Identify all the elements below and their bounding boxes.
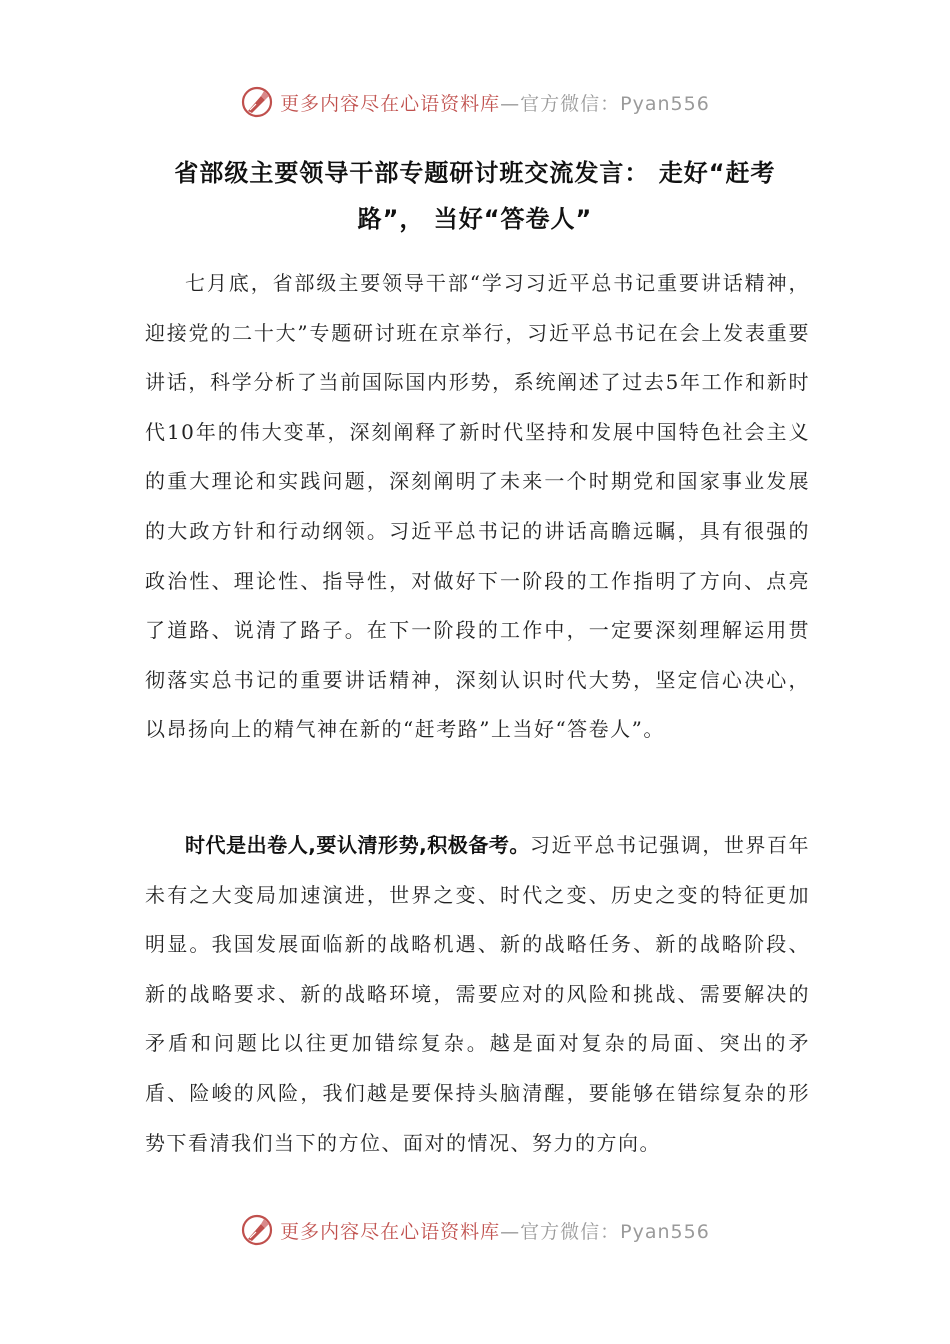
paragraph-body: 习近平总书记强调，世界百年未有之大变局加速演进，世界之变、时代之变、历史之变的特征更加明显。我国发展面临新的战略机遇、新的战略任务、新的战略阶段、新的战略要求、新的战略环境，需要应对的风险和挑战、需要解决的矛盾和问题比以往更加错综复杂。越是面对复杂的局面、突出的矛盾、险峻的风险，我们越是要保持头脑清醒，要能够在错综复杂的形势下看清我们当下的方位、面对的情况、努力的方向。 (145, 833, 811, 1155)
document-title: 省部级主要领导干部专题研讨班交流发言： 走好“赶考路”， 当好“答卷人” (174, 159, 776, 233)
footer-banner (0, 1210, 950, 1250)
paragraph-body: 七月底，省部级主要领导干部“学习习近平总书记重要讲话精神，迎接党的二十大”专题研讨班在京举行，习近平总书记在会上发表重要讲话，科学分析了当前国际国内形势，系统阐述了过去5年工作和新时代10年的伟大变革，深刻阐释了新时代坚持和发展中国特色社会主义的重大理论和实践问题，深刻阐明了未来一个时期党和国家事业发展的大政方针和行动纲领。习近平总书记的讲话高瞻远瞩，具有很强的政治性、理论性、指导性，对做好下一阶段的工作指明了方向、点亮了道路、说清了路子。在下一阶段的工作中，一定要深刻理解运用贯彻落实总书记的重要讲话精神，深刻认识时代大势，坚定信心决心，以昂扬向上的精气神在新的“赶考路”上当好“答卷人”。 (145, 271, 810, 742)
banner-wechat-text: —官方微信：Pyan556 (500, 92, 710, 115)
paragraph-section-1 (145, 821, 810, 1168)
header-banner (0, 82, 950, 122)
banner-brand-text: 更多内容尽在心语资料库 (280, 1220, 501, 1243)
pen-nib-circle-icon (240, 1213, 274, 1247)
banner-brand-text: 更多内容尽在心语资料库 (280, 92, 501, 115)
banner-wechat-text: —官方微信：Pyan556 (500, 1220, 710, 1243)
paragraph-lead: 时代是出卷人,要认清形势,积极备考。 (185, 833, 530, 857)
paragraph-intro (145, 259, 810, 755)
pen-nib-circle-icon (240, 85, 274, 119)
